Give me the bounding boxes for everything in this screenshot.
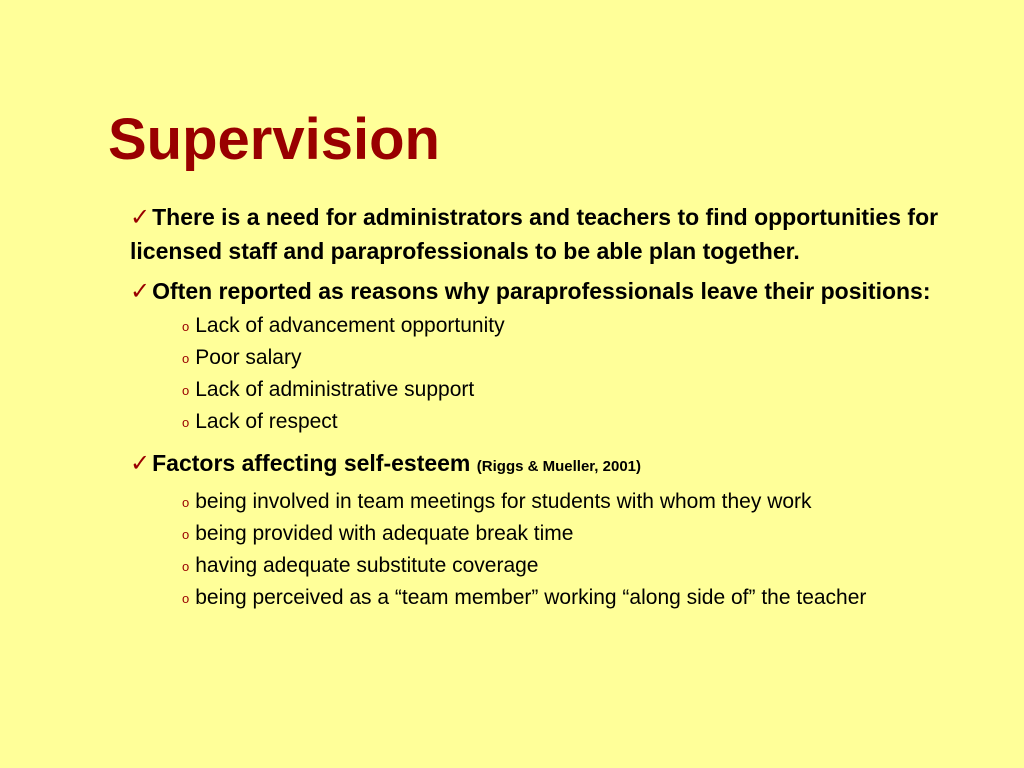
sub-list-item	[182, 518, 1000, 550]
sub-item-text: being provided with adequate break time	[195, 522, 574, 545]
sub-item-text: having adequate substitute coverage	[195, 554, 539, 577]
bullet-item	[130, 200, 1000, 268]
checkmark-icon: ✓	[130, 203, 151, 231]
sub-list	[130, 486, 1000, 614]
checkmark-icon: ✓	[130, 277, 151, 305]
sub-list-item	[182, 310, 1000, 342]
sub-item-text: Lack of respect	[195, 410, 338, 433]
sub-list-item	[182, 374, 1000, 406]
sub-list	[130, 310, 1000, 438]
circle-bullet-icon: o	[182, 351, 190, 366]
sub-list-item	[182, 486, 1000, 518]
circle-bullet-icon: o	[182, 383, 190, 398]
citation: (Riggs & Mueller, 2001)	[476, 458, 641, 475]
sub-item-text: Poor salary	[195, 346, 302, 369]
sub-list-item	[182, 342, 1000, 374]
sub-item-text: being involved in team meetings for students with whom they work	[195, 490, 812, 513]
slide-content	[130, 200, 1000, 622]
sub-item-text: being perceived as a “team member” working “along side of” the teacher	[195, 586, 867, 609]
slide-title: Supervision	[108, 107, 440, 172]
checkmark-icon: ✓	[130, 449, 151, 477]
bullet-text: Factors affecting self-esteem	[152, 450, 471, 476]
bullet-text: There is a need for administrators and teachers to find opportunities for licensed staff and paraprofessionals to be able plan together.	[130, 204, 939, 264]
circle-bullet-icon: o	[182, 591, 190, 606]
circle-bullet-icon: o	[182, 495, 190, 510]
bullet-item	[130, 446, 1000, 484]
sub-list-item	[182, 550, 1000, 582]
sub-item-text: Lack of advancement opportunity	[195, 314, 505, 337]
sub-item-text: Lack of administrative support	[195, 378, 475, 401]
circle-bullet-icon: o	[182, 319, 190, 334]
sub-list-item	[182, 406, 1000, 438]
bullet-item	[130, 274, 1000, 308]
circle-bullet-icon: o	[182, 559, 190, 574]
bullet-text: Often reported as reasons why paraprofessionals leave their positions:	[152, 278, 931, 304]
circle-bullet-icon: o	[182, 527, 190, 542]
sub-list-item	[182, 582, 1000, 614]
circle-bullet-icon: o	[182, 415, 190, 430]
